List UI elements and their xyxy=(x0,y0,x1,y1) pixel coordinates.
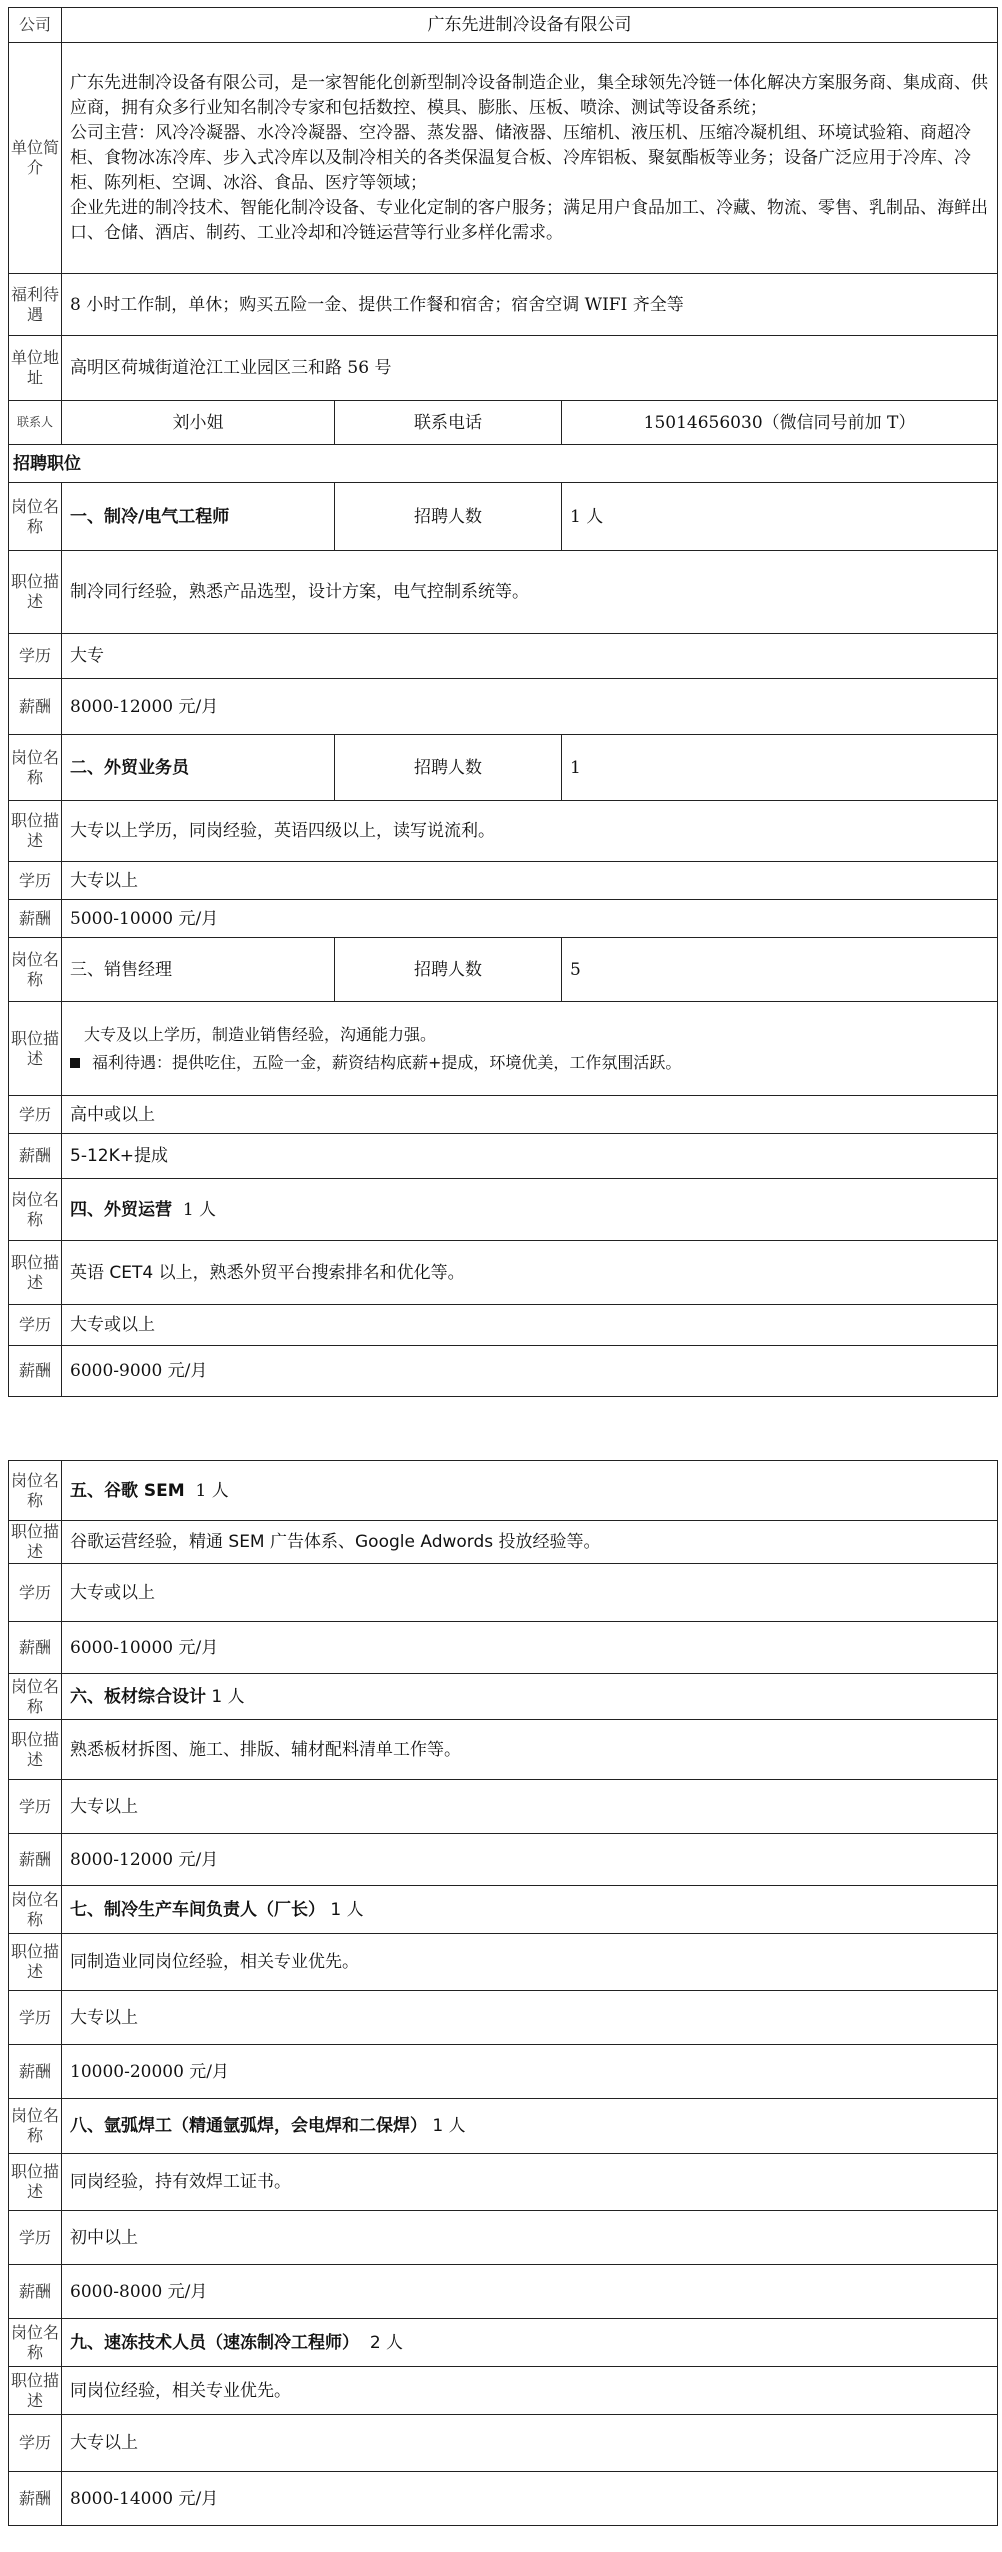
edu-label: 学历 xyxy=(9,1991,62,2045)
job-title: 三、销售经理 xyxy=(62,938,335,1002)
job-education: 大专 xyxy=(62,634,998,679)
edu-label: 学历 xyxy=(9,2415,62,2472)
post-label: 岗位名称 xyxy=(9,2099,62,2154)
company-intro xyxy=(62,43,998,274)
job-description xyxy=(62,1002,998,1096)
salary-label: 薪酬 xyxy=(9,1622,62,1674)
job-salary: 8000-14000 元/月 xyxy=(62,2472,998,2526)
post-label: 岗位名称 xyxy=(9,1179,62,1241)
phone-label: 联系电话 xyxy=(335,401,562,445)
job-education: 大专或以上 xyxy=(62,1305,998,1346)
job-description: 英语 CET4 以上，熟悉外贸平台搜索排名和优化等。 xyxy=(62,1241,998,1305)
job-salary: 5000-10000 元/月 xyxy=(62,900,998,938)
welfare-label: 福利待遇 xyxy=(9,274,62,336)
job-title-row xyxy=(62,2319,998,2367)
count-label: 招聘人数 xyxy=(335,938,562,1002)
job-title: 八、氩弧焊工（精通氩弧焊，会电焊和二保焊） xyxy=(70,2116,427,2136)
post-label: 岗位名称 xyxy=(9,938,62,1002)
job-salary: 6000-8000 元/月 xyxy=(62,2265,998,2319)
contact-label: 联系人 xyxy=(9,401,62,445)
post-label: 岗位名称 xyxy=(9,2319,62,2367)
job-count: 1 人 xyxy=(195,1480,229,1501)
job-count: 1 人 xyxy=(330,1899,364,1920)
job-title-row xyxy=(62,1674,998,1720)
job-description-line: 大专及以上学历，制造业销售经验，沟通能力强。 xyxy=(84,1024,437,1044)
job-welfare: 福利待遇：提供吃住，五险一金，薪资结构底薪+提成，环境优美，工作氛围活跃。 xyxy=(92,1052,682,1072)
job-description: 同制造业同岗位经验，相关专业优先。 xyxy=(62,1934,998,1991)
job-title-row xyxy=(62,1461,998,1521)
job-count: 1 xyxy=(562,735,998,801)
intro-label: 单位简介 xyxy=(9,43,62,274)
desc-label: 职位描述 xyxy=(9,2154,62,2211)
job-count: 1 人 xyxy=(182,1199,217,1220)
count-label: 招聘人数 xyxy=(335,735,562,801)
salary-label: 薪酬 xyxy=(9,1834,62,1886)
company-name: 广东先进制冷设备有限公司 xyxy=(62,8,998,43)
desc-label: 职位描述 xyxy=(9,801,62,862)
positions-header: 招聘职位 xyxy=(9,445,998,483)
post-label: 岗位名称 xyxy=(9,1886,62,1934)
address-label: 单位地址 xyxy=(9,336,62,401)
count-label: 招聘人数 xyxy=(335,483,562,551)
post-label: 岗位名称 xyxy=(9,483,62,551)
job-title: 二、外贸业务员 xyxy=(62,735,335,801)
post-label: 岗位名称 xyxy=(9,1674,62,1720)
job-title-row xyxy=(62,1179,998,1241)
job-count: 5 xyxy=(562,938,998,1002)
job-count: 1 人 xyxy=(432,2116,466,2136)
job-description-bullet xyxy=(70,1049,989,1077)
job-education: 大专以上 xyxy=(62,862,998,900)
job-title: 四、外贸运营 xyxy=(70,1199,172,1220)
salary-label: 薪酬 xyxy=(9,900,62,938)
contact-name: 刘小姐 xyxy=(62,401,335,445)
job-title: 五、谷歌 SEM xyxy=(70,1480,185,1501)
job-education: 大专以上 xyxy=(62,1780,998,1834)
job-salary: 10000-20000 元/月 xyxy=(62,2045,998,2099)
job-description: 熟悉板材拆图、施工、排版、辅材配料清单工作等。 xyxy=(62,1720,998,1780)
salary-label: 薪酬 xyxy=(9,1346,62,1397)
edu-label: 学历 xyxy=(9,862,62,900)
job-count: 1 人 xyxy=(562,483,998,551)
salary-label: 薪酬 xyxy=(9,2265,62,2319)
bullet-icon xyxy=(70,1058,80,1068)
job-salary: 8000-12000 元/月 xyxy=(62,1834,998,1886)
job-description: 谷歌运营经验，精通 SEM 广告体系、Google Adwords 投放经验等。 xyxy=(62,1521,998,1564)
salary-label: 薪酬 xyxy=(9,1134,62,1179)
job-count: 1 人 xyxy=(211,1686,245,1707)
job-title: 六、板材综合设计 xyxy=(70,1686,206,1707)
address-text: 高明区荷城街道沧江工业园区三和路 56 号 xyxy=(62,336,998,401)
desc-label: 职位描述 xyxy=(9,1720,62,1780)
desc-label: 职位描述 xyxy=(9,551,62,634)
recruitment-table-1 xyxy=(8,7,998,1397)
job-education: 大专以上 xyxy=(62,1991,998,2045)
job-salary: 6000-10000 元/月 xyxy=(62,1622,998,1674)
company-label: 公司 xyxy=(9,8,62,43)
job-description: 同岗经验，持有效焊工证书。 xyxy=(62,2154,998,2211)
salary-label: 薪酬 xyxy=(9,2045,62,2099)
desc-label: 职位描述 xyxy=(9,1521,62,1564)
desc-label: 职位描述 xyxy=(9,1934,62,1991)
desc-label: 职位描述 xyxy=(9,1241,62,1305)
job-description: 同岗位经验，相关专业优先。 xyxy=(62,2367,998,2415)
edu-label: 学历 xyxy=(9,1780,62,1834)
intro-paragraph: 公司主营：风冷冷凝器、水冷冷凝器、空冷器、蒸发器、储液器、压缩机、液压机、压缩冷凝机组、环境试验箱、商超冷柜、食物冰冻冷库、步入式冷库以及制冷相关的各类保温复合板、冷库铝板、聚氨酯板等业务；设备广泛应用于冷库、冷柜、陈列柜、空调、冰浴、食品、医疗等领域； xyxy=(70,122,971,193)
phone-number: 15014656030（微信同号前加 T） xyxy=(562,401,998,445)
job-salary: 8000-12000 元/月 xyxy=(62,679,998,735)
edu-label: 学历 xyxy=(9,634,62,679)
recruitment-table-2 xyxy=(8,1460,998,2526)
job-education: 高中或以上 xyxy=(62,1096,998,1134)
edu-label: 学历 xyxy=(9,1305,62,1346)
job-salary: 5-12K+提成 xyxy=(62,1134,998,1179)
salary-label: 薪酬 xyxy=(9,2472,62,2526)
desc-label: 职位描述 xyxy=(9,2367,62,2415)
job-description: 大专以上学历，同岗经验，英语四级以上，读写说流利。 xyxy=(62,801,998,862)
job-education: 初中以上 xyxy=(62,2211,998,2265)
job-title: 九、速冻技术人员（速冻制冷工程师） xyxy=(70,2332,359,2353)
job-count: 2 人 xyxy=(369,2332,404,2353)
job-title: 一、制冷/电气工程师 xyxy=(62,483,335,551)
job-title-row xyxy=(62,2099,998,2154)
intro-paragraph: 广东先进制冷设备有限公司，是一家智能化创新型制冷设备制造企业，集全球领先冷链一体化解决方案服务商、集成商、供应商，拥有众多行业知名制冷专家和包括数控、模具、膨胀、压板、喷涂、测试等设备系统； xyxy=(70,72,988,118)
job-education: 大专以上 xyxy=(62,2415,998,2472)
edu-label: 学历 xyxy=(9,1096,62,1134)
welfare-text: 8 小时工作制，单休；购买五险一金、提供工作餐和宿舍；宿舍空调 WIFI 齐全等 xyxy=(62,274,998,336)
job-title: 七、制冷生产车间负责人（厂长） xyxy=(70,1899,325,1920)
job-salary: 6000-9000 元/月 xyxy=(62,1346,998,1397)
intro-paragraph: 企业先进的制冷技术、智能化制冷设备、专业化定制的客户服务；满足用户食品加工、冷藏、物流、零售、乳制品、海鲜出口、仓储、酒店、制药、工业冷却和冷链运营等行业多样化需求。 xyxy=(70,197,988,243)
salary-label: 薪酬 xyxy=(9,679,62,735)
job-description: 制冷同行经验，熟悉产品选型，设计方案，电气控制系统等。 xyxy=(62,551,998,634)
edu-label: 学历 xyxy=(9,2211,62,2265)
job-education: 大专或以上 xyxy=(62,1564,998,1622)
edu-label: 学历 xyxy=(9,1564,62,1622)
post-label: 岗位名称 xyxy=(9,735,62,801)
post-label: 岗位名称 xyxy=(9,1461,62,1521)
job-title-row xyxy=(62,1886,998,1934)
desc-label: 职位描述 xyxy=(9,1002,62,1096)
